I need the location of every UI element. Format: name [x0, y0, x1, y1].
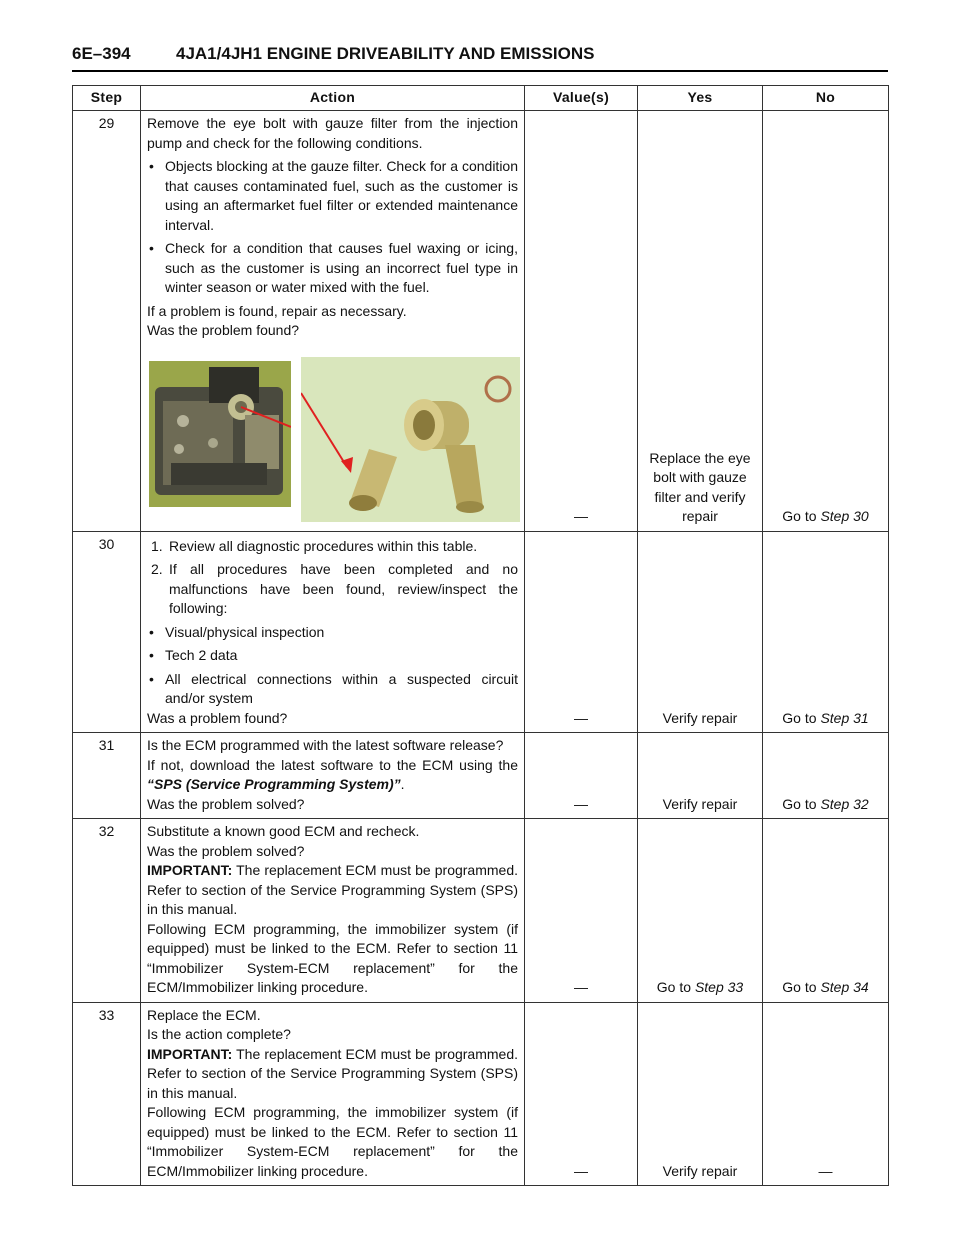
yes-cell: Replace the eye bolt with gauze filter and verify repair [638, 111, 763, 532]
question-text: Was the problem found? [147, 322, 300, 338]
action-text: Is the ECM programmed with the latest software release? [147, 737, 504, 753]
bullet-text: Check for a condition that causes fuel waxing or icing, such as the customer is using an incorrect fuel type in winter season or water mixed with the fuel. [165, 240, 518, 295]
sps-reference: “SPS (Service Programming System)” [147, 776, 401, 792]
action-text: Following ECM programming, the immobilizer system (if equipped) must be linked to the ECM. Refer to section 11 “Immobilizer System-ECM replacement” for the ECM/Immobilizer linking procedure. [147, 1104, 518, 1179]
action-cell [141, 819, 525, 1003]
bullet-glyph: • [149, 240, 154, 256]
action-text: Remove the eye bolt with gauze filter from the injection pump and check for the following conditions. [147, 115, 518, 151]
table-row [73, 531, 889, 733]
injection-pump-photo [149, 361, 291, 507]
numbered-item: 1. Review all diagnostic procedures within this table. [151, 537, 478, 554]
step-link[interactable]: Step 33 [694, 979, 744, 995]
column-header-action: Action [141, 86, 525, 111]
bullet-text: Objects blocking at the gauze filter. Check for a condition that causes contaminated fuel, such as the customer is using an aftermarket fuel filter or extended maintenance interval. [165, 158, 518, 233]
step-number: 33 [73, 1002, 141, 1186]
bullet-item [147, 646, 518, 666]
column-header-no: No [763, 86, 889, 111]
action-text: If not, download the latest software to the ECM using the “SPS (Service Programming System)”. [147, 756, 518, 792]
bullet-item [147, 670, 518, 709]
table-row [73, 819, 889, 1003]
value-cell: — [525, 733, 638, 819]
column-header-yes: Yes [638, 86, 763, 111]
action-text: Substitute a known good ECM and recheck. [147, 823, 420, 839]
bullet-item [147, 623, 518, 643]
page-header [72, 44, 888, 72]
value-cell: — [525, 819, 638, 1003]
action-text: Replace the ECM. [147, 1006, 261, 1023]
step-link[interactable]: Step 30 [820, 508, 869, 524]
photo-group [147, 357, 518, 525]
numbered-text: Review all diagnostic procedures within this table. [169, 537, 478, 554]
important-note: IMPORTANT: The replacement ECM must be programmed. Refer to section of the Service Programming System (SPS) in this manual. [147, 1045, 518, 1101]
value-cell: — [525, 1002, 638, 1186]
action-text: Following ECM programming, the immobilizer system (if equipped) must be linked to the ECM. Refer to section 11 “Immobilizer System-ECM replacement” for the ECM/Immobilizer linking procedure. [147, 920, 518, 995]
diagnostic-table [72, 85, 889, 1186]
bullet-item [147, 239, 518, 298]
action-cell [141, 733, 525, 819]
action-cell [141, 1002, 525, 1186]
eye-bolt-gauze-filter-photo [301, 357, 520, 522]
table-row [73, 733, 889, 819]
no-cell: — [763, 1002, 889, 1186]
no-prefix: Go to [782, 795, 821, 812]
no-prefix: Go to [782, 979, 821, 995]
step-number: 32 [73, 819, 141, 1003]
bullet-text: Visual/physical inspection [165, 623, 325, 640]
bullet-glyph: • [149, 647, 154, 663]
important-label: IMPORTANT: [147, 1045, 233, 1062]
bullet-text: Tech 2 data [165, 647, 238, 663]
step-number: 31 [73, 733, 141, 819]
value-cell: — [525, 111, 638, 532]
bullet-text: All electrical connections within a suspected circuit and/or system [165, 670, 518, 706]
table-row [73, 1002, 889, 1186]
numbered-text: If all procedures have been completed and no malfunctions have been found, review/inspect the following: [169, 561, 518, 616]
column-header-values: Value(s) [525, 86, 638, 111]
page-title: 4JA1/4JH1 ENGINE DRIVEABILITY AND EMISSIONS [176, 44, 595, 63]
yes-cell: Verify repair [638, 1002, 763, 1186]
action-cell [141, 531, 525, 733]
bullet-glyph: • [149, 158, 154, 174]
no-prefix: Go to [782, 508, 821, 524]
page-number: 6E–394 [72, 44, 131, 63]
no-cell [763, 111, 889, 532]
action-text: If a problem is found, repair as necessary. [147, 302, 407, 319]
no-cell [763, 733, 889, 819]
step-link[interactable]: Step 32 [820, 795, 869, 812]
no-prefix: Go to [782, 709, 821, 726]
step-link[interactable]: Step 34 [820, 979, 869, 995]
bullet-glyph: • [149, 623, 154, 640]
column-header-step: Step [73, 86, 141, 111]
question-text: Was the problem solved? [147, 842, 305, 859]
step-number: 30 [73, 531, 141, 733]
table-row [73, 111, 889, 532]
action-cell [141, 111, 525, 532]
important-label: IMPORTANT: [147, 862, 233, 878]
question-text: Was a problem found? [147, 709, 288, 726]
yes-cell: Go to Step 33 [638, 819, 763, 1003]
question-text: Was the problem solved? [147, 795, 305, 812]
question-text: Is the action complete? [147, 1026, 291, 1042]
yes-cell: Verify repair [638, 531, 763, 733]
bullet-item [147, 157, 518, 235]
no-cell [763, 819, 889, 1003]
step-link[interactable]: Step 31 [820, 709, 869, 726]
bullet-glyph: • [149, 670, 154, 687]
table-header-row [73, 86, 889, 111]
yes-cell: Verify repair [638, 733, 763, 819]
no-cell [763, 531, 889, 733]
value-cell: — [525, 531, 638, 733]
numbered-item: 2. If all procedures have been completed and no malfunctions have been found, review/inspect the following: [151, 561, 518, 616]
important-note: IMPORTANT: The replacement ECM must be programmed. Refer to section of the Service Programming System (SPS) in this manual. [147, 862, 518, 917]
step-number: 29 [73, 111, 141, 532]
